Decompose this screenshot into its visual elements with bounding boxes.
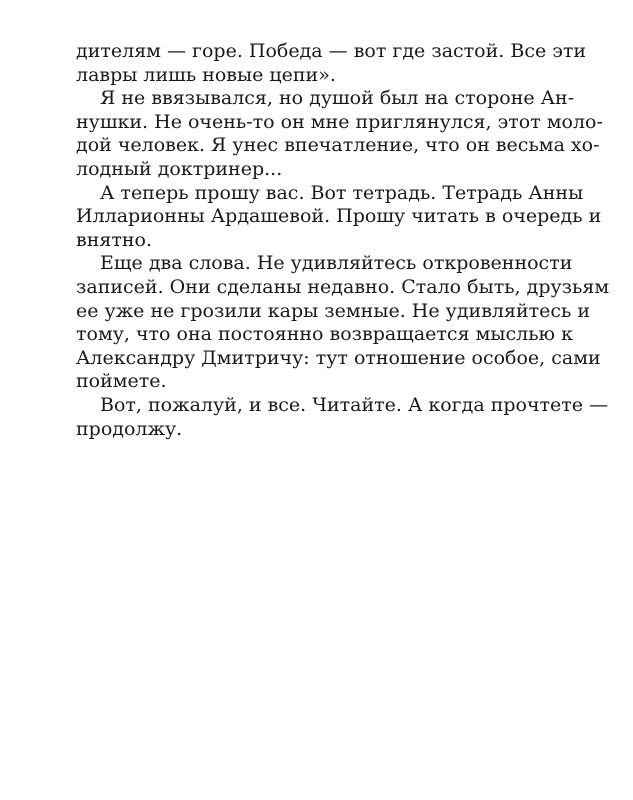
- paragraph-5: [76, 393, 609, 441]
- text-line: Илларионны Ардашевой. Прошу читать в очередь и: [76, 205, 602, 228]
- text-line: продолжу.: [76, 417, 183, 440]
- text-line: Александру Дмитричу: тут отношение особое, сами: [76, 346, 601, 369]
- text-line: лодный доктринер...: [76, 157, 283, 180]
- text-line: дой человек. Я унес впечатление, что он весьма хо-: [76, 134, 600, 157]
- text-line: нушки. Не очень-то он мне приглянулся, этот моло-: [76, 110, 603, 133]
- text-line: записей. Они сделаны недавно. Стало быть, друзьям: [76, 275, 610, 298]
- text-line: ее уже не грозили кары земные. Не удивляйтесь и: [76, 299, 591, 322]
- text-line: поймете.: [76, 370, 167, 393]
- text-line: лавры лишь новые цепи».: [76, 63, 336, 86]
- paragraph-2: [76, 87, 603, 181]
- paragraph-1: [76, 40, 587, 87]
- paragraph-4: [76, 252, 610, 394]
- page-text: [76, 40, 610, 441]
- paragraph-3: [76, 181, 602, 253]
- text-line: Я не ввязывался, но душой был на стороне Ан-: [100, 87, 575, 110]
- text-line: тому, что она постоянно возвращается мыслью к: [76, 323, 574, 346]
- text-line: Вот, пожалуй, и все. Читайте. А когда прочтете —: [100, 393, 609, 416]
- text-line: Еще два слова. Не удивляйтесь откровенности: [100, 252, 573, 275]
- text-line: А теперь прошу вас. Вот тетрадь. Тетрадь Анны: [100, 181, 584, 204]
- text-line: дителям — горе. Победа — вот где застой. Все эти: [76, 40, 587, 62]
- text-line: внятно.: [76, 228, 152, 251]
